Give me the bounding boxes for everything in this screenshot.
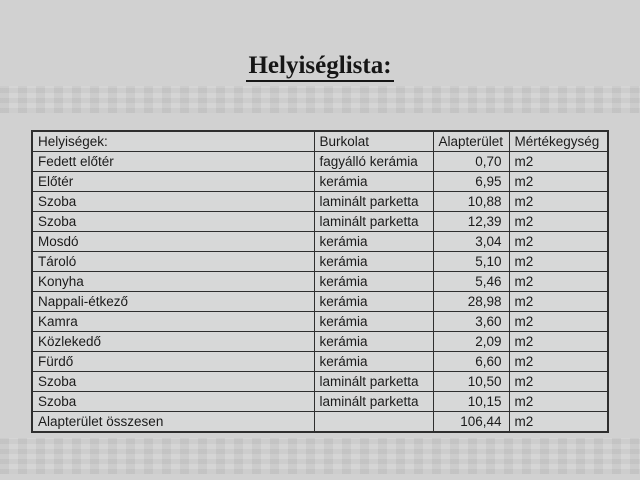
cell-flooring: kerámia — [314, 352, 433, 372]
cell-area: 106,44 — [433, 412, 509, 433]
cell-flooring: laminált parketta — [314, 392, 433, 412]
cell-flooring: laminált parketta — [314, 212, 433, 232]
page-title-text: Helyiséglista: — [246, 52, 393, 82]
cell-flooring: kerámia — [314, 292, 433, 312]
cell-room-name: Konyha — [32, 272, 314, 292]
column-header-unit: Mértékegység — [509, 131, 608, 152]
cell-room-name: Alapterület összesen — [32, 412, 314, 433]
cell-unit: m2 — [509, 372, 608, 392]
cell-room-name: Fürdő — [32, 352, 314, 372]
cell-flooring: kerámia — [314, 252, 433, 272]
cell-unit: m2 — [509, 292, 608, 312]
cell-flooring — [314, 412, 433, 433]
cell-area: 10,15 — [433, 392, 509, 412]
scan-noise-band-top — [0, 86, 640, 113]
table-row — [32, 372, 608, 392]
cell-flooring: kerámia — [314, 232, 433, 252]
table-total-row — [32, 412, 608, 433]
cell-flooring: kerámia — [314, 312, 433, 332]
cell-unit: m2 — [509, 172, 608, 192]
cell-flooring: kerámia — [314, 332, 433, 352]
cell-room-name: Szoba — [32, 192, 314, 212]
cell-area: 10,88 — [433, 192, 509, 212]
cell-flooring: kerámia — [314, 172, 433, 192]
table-row — [32, 172, 608, 192]
cell-area: 12,39 — [433, 212, 509, 232]
cell-room-name: Szoba — [32, 372, 314, 392]
cell-unit: m2 — [509, 232, 608, 252]
table-row — [32, 212, 608, 232]
cell-area: 0,70 — [433, 152, 509, 172]
cell-room-name: Szoba — [32, 212, 314, 232]
table-row — [32, 392, 608, 412]
table-row — [32, 232, 608, 252]
cell-room-name: Tároló — [32, 252, 314, 272]
cell-unit: m2 — [509, 352, 608, 372]
cell-flooring: laminált parketta — [314, 372, 433, 392]
cell-room-name: Nappali-étkező — [32, 292, 314, 312]
table-row — [32, 312, 608, 332]
scan-noise-band-bottom — [0, 438, 640, 474]
page-title — [0, 44, 640, 82]
table-row — [32, 252, 608, 272]
cell-area: 2,09 — [433, 332, 509, 352]
table-row — [32, 152, 608, 172]
cell-unit: m2 — [509, 252, 608, 272]
cell-area: 6,60 — [433, 352, 509, 372]
column-header-rooms: Helyiségek: — [32, 131, 314, 152]
table-row — [32, 292, 608, 312]
table-header-row — [32, 131, 608, 152]
cell-unit: m2 — [509, 392, 608, 412]
column-header-flooring: Burkolat — [314, 131, 433, 152]
table-row — [32, 352, 608, 372]
cell-unit: m2 — [509, 212, 608, 232]
table-row — [32, 192, 608, 212]
table-row — [32, 272, 608, 292]
table-row — [32, 332, 608, 352]
cell-area: 3,04 — [433, 232, 509, 252]
cell-unit: m2 — [509, 152, 608, 172]
cell-area: 28,98 — [433, 292, 509, 312]
room-list-table — [31, 130, 609, 433]
cell-flooring: kerámia — [314, 272, 433, 292]
cell-flooring: fagyálló kerámia — [314, 152, 433, 172]
cell-unit: m2 — [509, 192, 608, 212]
cell-room-name: Szoba — [32, 392, 314, 412]
cell-area: 10,50 — [433, 372, 509, 392]
cell-unit: m2 — [509, 412, 608, 433]
cell-area: 6,95 — [433, 172, 509, 192]
column-header-floor-area: Alapterület — [433, 131, 509, 152]
cell-area: 5,10 — [433, 252, 509, 272]
cell-room-name: Előtér — [32, 172, 314, 192]
cell-room-name: Kamra — [32, 312, 314, 332]
cell-room-name: Közlekedő — [32, 332, 314, 352]
cell-unit: m2 — [509, 312, 608, 332]
cell-area: 5,46 — [433, 272, 509, 292]
cell-room-name: Fedett előtér — [32, 152, 314, 172]
cell-flooring: laminált parketta — [314, 192, 433, 212]
cell-unit: m2 — [509, 332, 608, 352]
cell-unit: m2 — [509, 272, 608, 292]
cell-area: 3,60 — [433, 312, 509, 332]
cell-room-name: Mosdó — [32, 232, 314, 252]
table-body — [32, 152, 608, 433]
